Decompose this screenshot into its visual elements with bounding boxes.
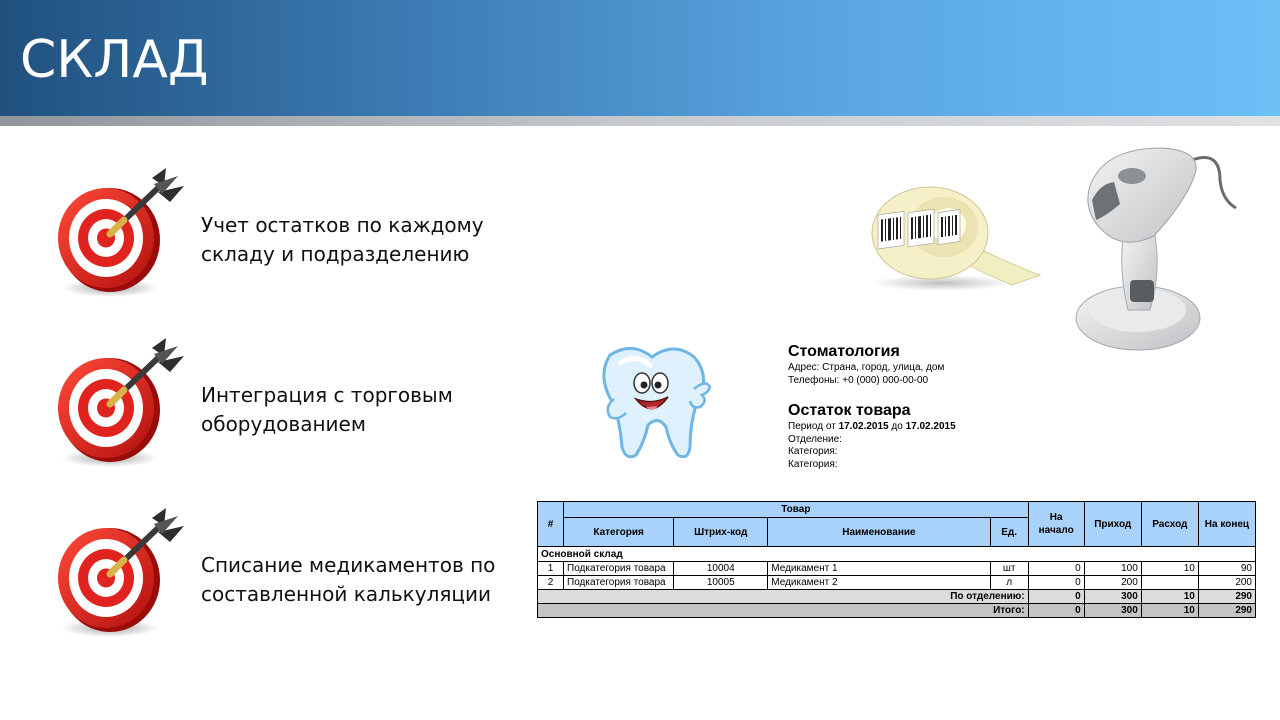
total-start: 0 bbox=[1028, 604, 1084, 618]
table-row bbox=[538, 562, 1256, 576]
cell-name: Медикамент 2 bbox=[768, 576, 990, 590]
target-dart-icon bbox=[54, 508, 190, 644]
tooth-mascot-icon bbox=[596, 343, 714, 461]
target-dart-icon bbox=[54, 168, 190, 304]
barcode-label-roll-icon bbox=[862, 175, 1042, 295]
total-income: 300 bbox=[1084, 604, 1141, 618]
period-mid: до bbox=[891, 421, 903, 432]
cell-name: Медикамент 1 bbox=[768, 562, 990, 576]
subtotal-income: 300 bbox=[1084, 590, 1141, 604]
barcode-scanner-icon bbox=[1070, 140, 1240, 355]
bullet-text bbox=[201, 381, 531, 439]
period-to: 17.02.2015 bbox=[905, 421, 956, 432]
subtotal-label: По отделению: bbox=[538, 590, 1029, 604]
header-line: начало bbox=[1038, 525, 1074, 536]
cell-end: 200 bbox=[1198, 576, 1255, 590]
page-title: СКЛАД bbox=[20, 30, 209, 90]
bullet-equipment-integration bbox=[54, 338, 524, 478]
bullet-text bbox=[201, 551, 531, 609]
bullet-line: Списание медикаментов по bbox=[201, 553, 496, 577]
stock-table bbox=[537, 501, 1256, 618]
column-group-goods: Товар bbox=[564, 502, 1029, 518]
column-header-category: Категория bbox=[564, 518, 674, 547]
period-prefix: Период от bbox=[788, 421, 836, 432]
bullet-medicine-writeoff bbox=[54, 508, 524, 648]
column-header-barcode: Штрих-код bbox=[674, 518, 768, 547]
banner-divider bbox=[0, 116, 1280, 126]
department-label: Отделение: bbox=[788, 433, 842, 445]
cell-start: 0 bbox=[1028, 576, 1084, 590]
target-dart-icon bbox=[54, 338, 190, 474]
cell-number: 2 bbox=[538, 576, 564, 590]
column-header-unit: Ед. bbox=[990, 518, 1028, 547]
cell-barcode: 10005 bbox=[674, 576, 768, 590]
cell-start: 0 bbox=[1028, 562, 1084, 576]
cell-unit: шт bbox=[990, 562, 1028, 576]
bullet-line: составленной калькуляции bbox=[201, 582, 491, 606]
report-title: Остаток товара bbox=[788, 402, 911, 419]
grand-total-row bbox=[538, 604, 1256, 618]
report-period bbox=[788, 421, 1088, 434]
total-label: Итого: bbox=[538, 604, 1029, 618]
bullet-stock-tracking bbox=[54, 168, 524, 308]
cell-category: Подкатегория товара bbox=[564, 562, 674, 576]
column-header-name: Наименование bbox=[768, 518, 990, 547]
warehouse-name: Основной склад bbox=[538, 547, 1256, 562]
subtotal-end: 290 bbox=[1198, 590, 1255, 604]
organization-address: Адрес: Страна, город, улица, дом bbox=[788, 362, 945, 373]
column-header-income: Приход bbox=[1084, 502, 1141, 547]
header-line: На bbox=[1049, 512, 1063, 523]
column-header-start bbox=[1028, 502, 1084, 547]
cell-category: Подкатегория товара bbox=[564, 576, 674, 590]
column-header-end: На конец bbox=[1198, 502, 1255, 547]
subtotal-outcome: 10 bbox=[1141, 590, 1198, 604]
bullet-line: оборудованием bbox=[201, 412, 366, 436]
bullet-line: Интеграция с торговым bbox=[201, 383, 453, 407]
cell-outcome bbox=[1141, 576, 1198, 590]
title-banner bbox=[0, 0, 1280, 116]
bullet-line: Учет остатков по каждому bbox=[201, 213, 484, 237]
column-header-outcome: Расход bbox=[1141, 502, 1198, 547]
cell-unit: л bbox=[990, 576, 1028, 590]
total-end: 290 bbox=[1198, 604, 1255, 618]
cell-end: 90 bbox=[1198, 562, 1255, 576]
category-label: Категория: bbox=[788, 458, 838, 470]
cell-outcome: 10 bbox=[1141, 562, 1198, 576]
table-row bbox=[538, 576, 1256, 590]
bullet-text bbox=[201, 211, 531, 269]
organization-name: Стоматология bbox=[788, 343, 900, 360]
column-header-number: # bbox=[538, 502, 564, 547]
organization-phones: Телефоны: +0 (000) 000-00-00 bbox=[788, 374, 929, 386]
cell-income: 100 bbox=[1084, 562, 1141, 576]
subtotal-start: 0 bbox=[1028, 590, 1084, 604]
cell-number: 1 bbox=[538, 562, 564, 576]
total-outcome: 10 bbox=[1141, 604, 1198, 618]
bullet-line: складу и подразделению bbox=[201, 242, 470, 266]
cell-barcode: 10004 bbox=[674, 562, 768, 576]
category-label: Категория: bbox=[788, 446, 838, 457]
warehouse-group-row bbox=[538, 547, 1256, 562]
department-subtotal-row bbox=[538, 590, 1256, 604]
cell-income: 200 bbox=[1084, 576, 1141, 590]
report-header bbox=[788, 342, 1088, 471]
period-from: 17.02.2015 bbox=[838, 421, 889, 432]
